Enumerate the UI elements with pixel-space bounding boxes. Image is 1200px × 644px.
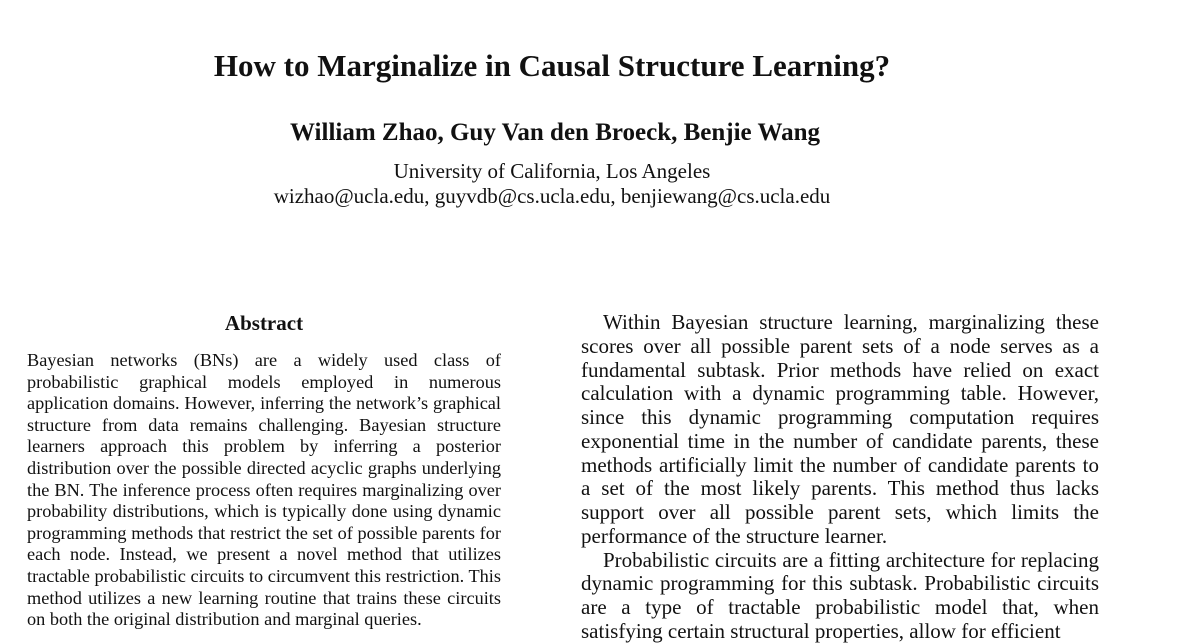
intro-paragraph-1: Within Bayesian structure learning, marginalizing these scores over all possible parent sets of a node serves as a fundamental subtask. Prior methods have relied on exact calculation with a dynamic programming table. However, since this dynamic programming computation requires exponential time in the number of candidate parents, these methods artificially limit the number of candidate parents to a set of the most likely parents. This method thus lacks support over all possible parent sets, which limits the performance of the structure learner. (581, 310, 1099, 548)
affiliation: University of California, Los Angeles (393, 159, 711, 183)
abstract-text: Bayesian networks (BNs) are a widely used class of probabilistic graphical models employed in numerous application domains. However, inferring the network’s graphical structure from data remains challenging. Bayesian structure learners approach this problem by inferring a posterior distribution over the possible directed acyclic graphs underlying the BN. The inference process often requires marginalizing over probability distributions, which is typically done using dynamic programming methods that restrict the set of possible parents for each node. Instead, we present a novel method that utilizes tractable probabilistic circuits to circumvent this restriction. This method utilizes a new learning routine that trains these circuits on both the original distribution and marginal queries. (27, 350, 501, 630)
abstract-heading: Abstract (224, 311, 304, 335)
author-emails: wizhao@ucla.edu, guyvdb@cs.ucla.edu, benjiewang@cs.ucla.edu (273, 184, 831, 208)
paper-title: How to Marginalize in Causal Structure Learning? (213, 48, 891, 83)
author-list: William Zhao, Guy Van den Broeck, Benjie Wang (290, 119, 820, 146)
intro-paragraph-2: Probabilistic circuits are a fitting architecture for replacing dynamic programming for this subtask. Probabilistic circuits are a type of tractable probabilistic model that, when satisfying certain structural properties, allow for efficient (581, 547, 1099, 643)
introduction-column (581, 311, 1099, 644)
